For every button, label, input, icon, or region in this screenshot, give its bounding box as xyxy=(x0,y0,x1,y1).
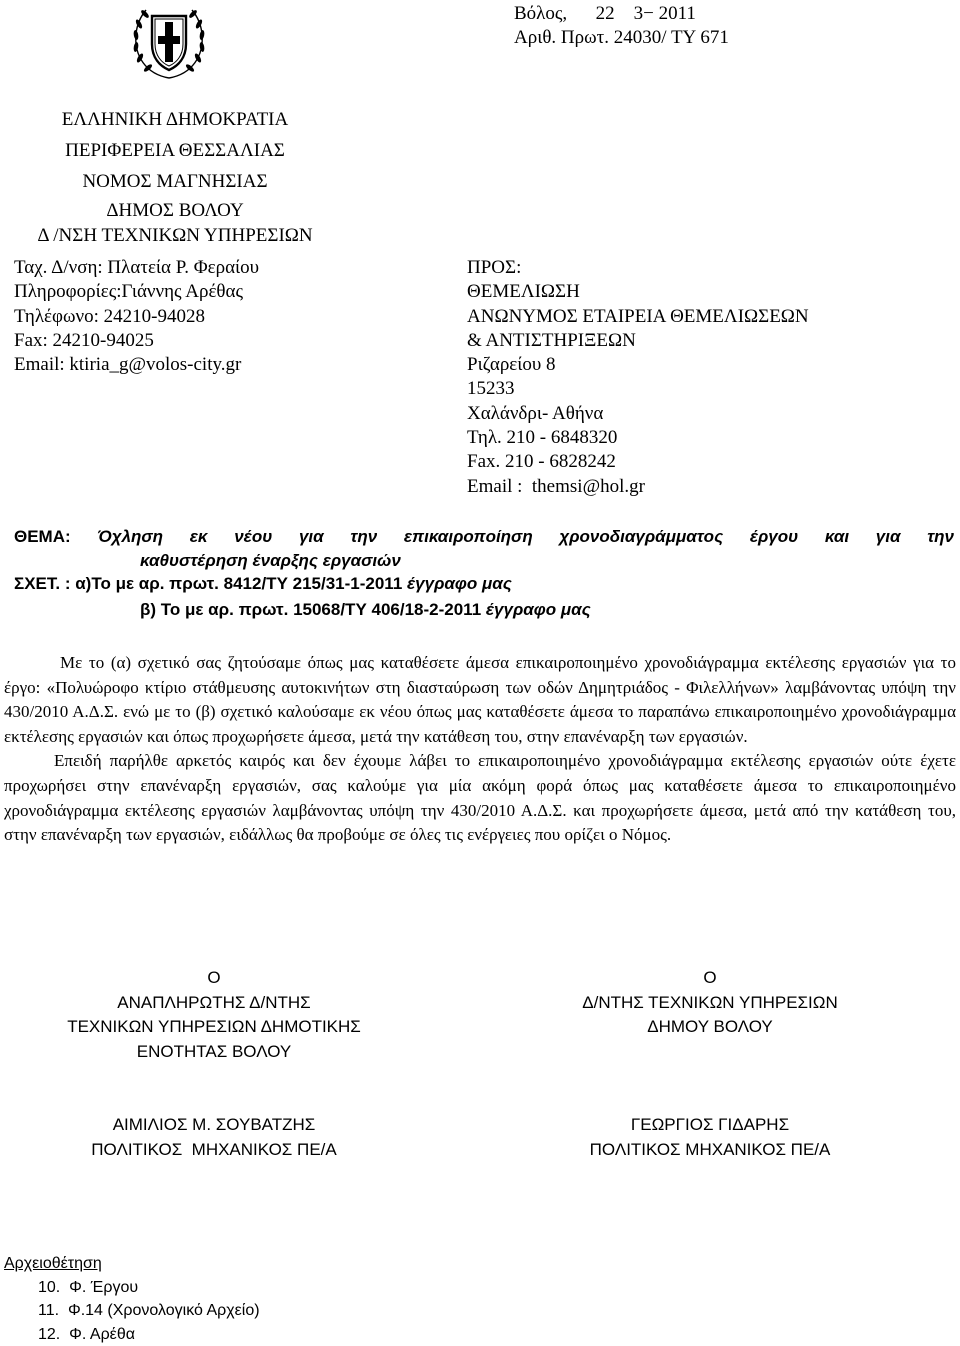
recipient-block xyxy=(467,256,809,499)
recipient-city: Χαλάνδρι- Αθήνα xyxy=(467,402,809,426)
body-paragraph-1: Με το (α) σχετικό σας ζητούσαμε όπως μας καταθέσετε άμεσα επικαιροποιημένο χρονοδιάγραμμα εκτέλεσης εργασιών για το έργο: «Πολυώροφο κτίριο στάθμευσης αυτοκινήτων στη διασταύρωση των οδών Δημητριάδος - Φιλελλήνων» λαμβάνοντας υπόψη την 430/2010 Α.Δ.Σ. ενώ με το (β) σχετικό καλούσαμε εκ νέου όπως μας καταθέσετε άμεσα το παραπάνω επικαιροποιημένο χρονοδιάγραμμα εκτέλεσης εργασιών και όπως προχωρήσετε άμεσα, μετά την κατάθεση του, στην επανέναρξη των εργασιών. xyxy=(4,651,956,749)
recipient-tel: Τηλ. 210 - 6848320 xyxy=(467,426,809,450)
archive-item: 10. Φ. Έργου xyxy=(4,1276,260,1300)
signature-right-role: ΠΟΛΙΤΙΚΟΣ ΜΗΧΑΝΙΚΟΣ ΠΕ/Α xyxy=(490,1138,930,1163)
reference-line1 xyxy=(14,572,512,596)
signature-left-name: ΑΙΜΙΛΙΟΣ Μ. ΣΟΥΒΑΤΖΗΣ xyxy=(14,1113,414,1138)
subject-label: ΘΕΜΑ: xyxy=(14,527,71,546)
recipient-street: Ριζαρείου 8 xyxy=(467,353,809,377)
issuer-line: Δ /ΝΣΗ ΤΕΧΝΙΚΩΝ ΥΠΗΡΕΣΙΩΝ xyxy=(0,224,350,248)
issuer-line: ΠΕΡΙΦΕΡΕΙΑ ΘΕΣΣΑΛΙΑΣ xyxy=(0,135,350,166)
contact-fax: Fax: 24210-94025 xyxy=(14,329,259,353)
archive-item: 12. Φ. Αρέθα xyxy=(4,1323,260,1346)
signature-left-role: ΠΟΛΙΤΙΚΟΣ ΜΗΧΑΝΙΚΟΣ ΠΕ/Α xyxy=(14,1138,414,1163)
contact-email: Email: ktiria_g@volos-city.gr xyxy=(14,353,259,377)
archive-block xyxy=(4,1252,260,1346)
recipient-company-line2: & ΑΝΤΙΣΤΗΡΙΞΕΩΝ xyxy=(467,329,809,353)
signature-right-title xyxy=(490,966,930,1040)
contact-block xyxy=(14,256,259,377)
signature-right-article: Ο xyxy=(490,966,930,991)
subject-block xyxy=(14,524,954,572)
date-protocol-block xyxy=(514,2,729,50)
recipient-company-line1: ΑΝΩΝΥΜΟΣ ΕΤΑΙΡΕΙΑ ΘΕΜΕΛΙΩΣΕΩΝ xyxy=(467,305,809,329)
recipient-email: Email : themsi@hol.gr xyxy=(467,475,809,499)
subject-text-line2: καθυστέρηση έναρξης εργασιών xyxy=(140,551,401,570)
subject-line2-row xyxy=(14,549,954,572)
reference2-number: 15068/ΤΥ 406/18-2-2011 xyxy=(293,600,481,619)
reference2-prefix: β) Το με αρ. πρωτ. xyxy=(140,600,288,619)
signature-left-title3: ΕΝΟΤΗΤΑΣ ΒΟΛΟΥ xyxy=(14,1040,414,1065)
issuer-line: ΝΟΜΟΣ ΜΑΓΝΗΣΙΑΣ xyxy=(0,166,350,197)
subject-line1-row xyxy=(14,524,954,549)
recipient-name: ΘΕΜΕΛΙΩΣΗ xyxy=(467,280,809,304)
reference1-doc: έγγραφο μας xyxy=(407,574,512,593)
reference-label: ΣΧΕΤ. : α)Το με αρ. πρωτ. xyxy=(14,574,219,593)
signature-left-title1: ΑΝΑΠΛΗΡΩΤΗΣ Δ/ΝΤΗΣ xyxy=(14,991,414,1016)
letter-body xyxy=(4,651,956,848)
signature-right-title2: ΔΗΜΟΥ ΒΟΛΟΥ xyxy=(490,1015,930,1040)
signature-left-title xyxy=(14,966,414,1064)
contact-info: Πληροφορίες:Γιάννης Αρέθας xyxy=(14,280,259,304)
signature-left-name-block xyxy=(14,1113,414,1162)
signature-left-article: Ο xyxy=(14,966,414,991)
reference2-doc: έγγραφο μας xyxy=(486,600,591,619)
issuer-line: ΔΗΜΟΣ ΒΟΛΟΥ xyxy=(0,197,350,224)
protocol-number: Αριθ. Πρωτ. 24030/ ΤΥ 671 xyxy=(514,26,729,50)
archive-item: 11. Φ.14 (Χρονολογικό Αρχείο) xyxy=(4,1299,260,1323)
issuer-block xyxy=(0,104,350,248)
issuer-line: ΕΛΛΗΝΙΚΗ ΔΗΜΟΚΡΑΤΙΑ xyxy=(0,104,350,135)
contact-phone: Τηλέφωνο: 24210-94028 xyxy=(14,305,259,329)
contact-address: Ταχ. Δ/νση: Πλατεία Ρ. Φεραίου xyxy=(14,256,259,280)
recipient-to-label: ΠΡΟΣ: xyxy=(467,256,809,280)
signature-right-name: ΓΕΩΡΓΙΟΣ ΓΙΔΑΡΗΣ xyxy=(490,1113,930,1138)
signature-left-title2: ΤΕΧΝΙΚΩΝ ΥΠΗΡΕΣΙΩΝ ΔΗΜΟΤΙΚΗΣ xyxy=(14,1015,414,1040)
archive-title: Αρχειοθέτηση xyxy=(4,1252,260,1276)
body-paragraph-2: Επειδή παρήλθε αρκετός καιρός και δεν έχουμε λάβει το επικαιροποιημένο χρονοδιάγραμμα εκτέλεσης εργασιών ούτε έχετε προχωρήσει στην επανέναρξη εργασιών, σας καλούμε για μία ακόμη φορά όπως μας καταθέσετε άμεσα το επικαιροποιημένο χρονοδιάγραμμα εκτέλεσης εργασιών λαμβάνοντας υπόψη την 430/2010 Α.Δ.Σ. και προχωρήσετε άμεσα, μετά από την κατάθεση του, στην επανέναρξη των εργασιών, ειδάλλως θα προβούμε σε όλες τις ενέργειες που ορίζει ο Νόμος. xyxy=(4,749,956,847)
greek-coat-of-arms-emblem xyxy=(128,2,210,84)
recipient-fax: Fax. 210 - 6828242 xyxy=(467,450,809,474)
subject-text-line1: Όχληση εκ νέου για την επικαιροποίηση χρονοδιαγράμματος έργου και για την xyxy=(97,527,954,546)
signature-right-name-block xyxy=(490,1113,930,1162)
reference1-number: 8412/ΤΥ 215/31-1-2011 xyxy=(224,574,403,593)
reference-line2 xyxy=(140,598,591,622)
recipient-postcode: 15233 xyxy=(467,377,809,401)
signature-right-title1: Δ/ΝΤΗΣ ΤΕΧΝΙΚΩΝ ΥΠΗΡΕΣΙΩΝ xyxy=(490,991,930,1016)
place-date: Βόλος, 22 3− 2011 xyxy=(514,2,729,26)
